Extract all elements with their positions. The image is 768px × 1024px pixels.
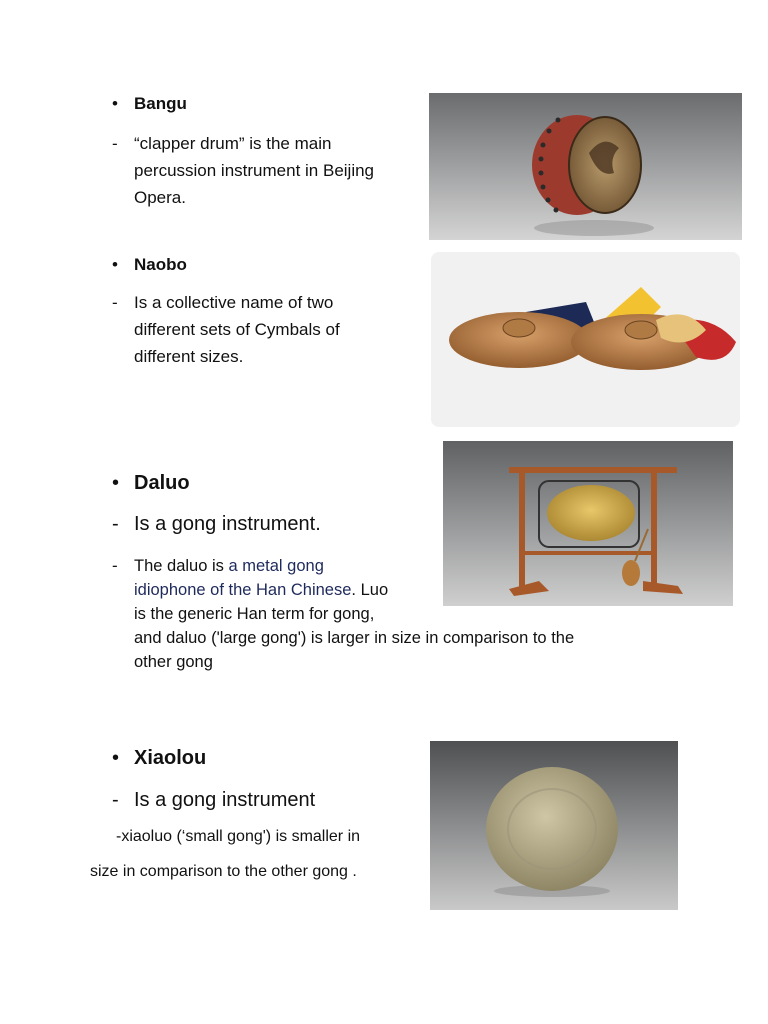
daluo-line-4: and daluo ('large gong') is larger in size in comparison to the xyxy=(134,629,575,647)
dash-icon: - xyxy=(112,293,118,312)
bullet-icon: • xyxy=(112,472,120,494)
naobo-desc-line-3: different sizes. xyxy=(134,347,244,366)
naobo-description xyxy=(112,289,412,370)
bangu-desc-line-3: Opera. xyxy=(134,188,186,207)
naobo-title: Naobo xyxy=(134,255,187,274)
daluo-line-5: other gong xyxy=(134,653,213,671)
daluo-line-3: is the generic Han term for gong, xyxy=(134,605,375,623)
dash-icon: - xyxy=(112,134,118,153)
bullet-icon: • xyxy=(112,94,118,113)
bangu-desc-line-1: “clapper drum” is the main xyxy=(134,134,332,153)
bangu-desc-line-2: percussion instrument in Beijing xyxy=(134,161,375,180)
metal-gong-link[interactable]: a metal gong xyxy=(228,557,324,575)
dash-icon: - xyxy=(112,513,119,535)
xiaolou-line-1: - Is a gong instrument xyxy=(112,787,315,814)
daluo-heading xyxy=(112,472,190,495)
dash-icon: - xyxy=(112,789,119,811)
han-idiophone-link[interactable]: idiophone of the Han Chinese xyxy=(134,581,352,599)
cymbals-image xyxy=(431,252,740,427)
xiaolou-line-2: -xiaoluo (‘small gong') is smaller in xyxy=(116,828,361,845)
xiaoluo-gong-image xyxy=(430,741,678,910)
naobo-heading xyxy=(112,255,187,275)
bullet-icon: • xyxy=(112,747,120,769)
bangu-description xyxy=(112,130,412,211)
xiaolou-title: Xiaolou xyxy=(134,747,207,769)
clapper-drum-image xyxy=(429,93,742,240)
naobo-desc-line-2: different sets of Cymbals of xyxy=(134,320,340,339)
xiaolou-line-3: size in comparison to the other gong . xyxy=(90,863,357,880)
daluo-title: Daluo xyxy=(134,472,190,494)
dash-icon: - xyxy=(112,556,118,575)
bangu-title: Bangu xyxy=(134,94,187,113)
daluo-gong-image xyxy=(443,441,733,606)
bangu-heading xyxy=(112,94,187,114)
daluo-line-1: - Is a gong instrument. xyxy=(112,511,321,538)
daluo-description: - The daluo is a metal gong idiophone of the Han Chinese. Luo is the generic Han term for gong, and daluo ('large gong') is larger in size in comparison to the other gong xyxy=(112,554,672,674)
xiaolou-heading xyxy=(112,747,206,770)
naobo-desc-line-1: Is a collective name of two xyxy=(134,293,334,312)
bullet-icon: • xyxy=(112,255,118,274)
